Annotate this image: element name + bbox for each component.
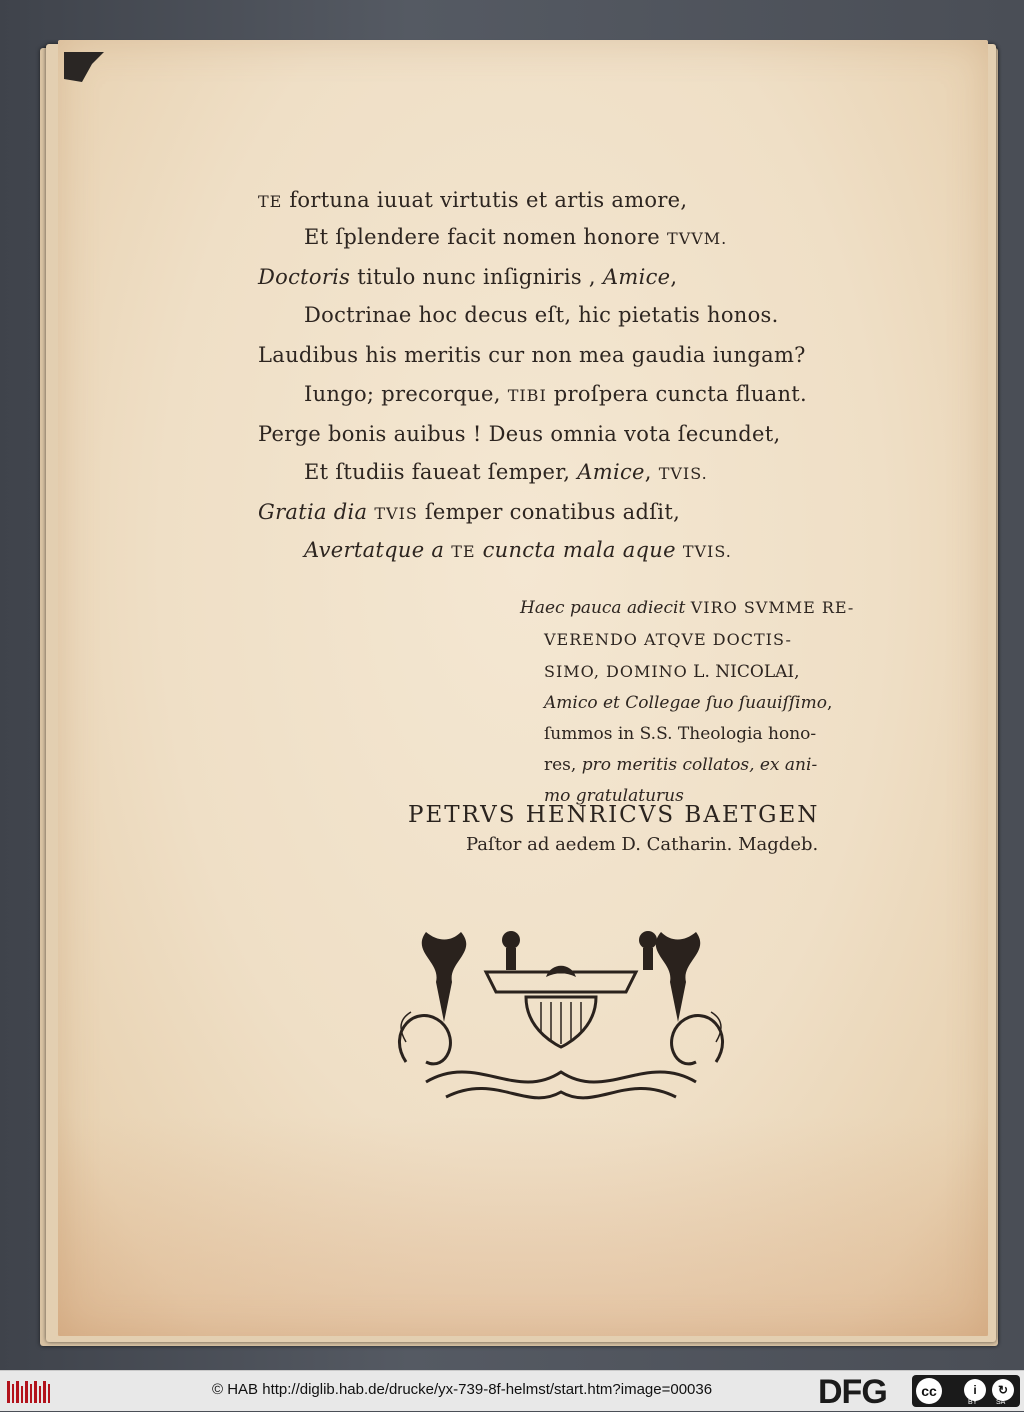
poem-text: TVIS (374, 504, 418, 523)
poem-line (258, 265, 677, 289)
attribution-icon: i (964, 1379, 986, 1401)
poem-text: TVIS. (658, 464, 708, 483)
dedication-line (520, 592, 890, 624)
dedication-text: Amico et Collegae ſuo ſuauiſſimo (544, 693, 827, 713)
poem-text: Laudibus his meritis cur non mea gaudia iungam? (258, 343, 806, 367)
cc-icon: cc (916, 1378, 942, 1404)
dedication (520, 592, 890, 812)
poem-line (258, 500, 680, 524)
poem-line (304, 382, 807, 406)
author-title: Paſtor ad aedem D. Catharin. Magdeb. (466, 834, 819, 855)
poem-text: , (644, 460, 659, 484)
poem-text: Gratia dia (258, 500, 368, 524)
dedication-text: mo gratulaturus (544, 786, 684, 806)
ornament-vignette (386, 922, 736, 1118)
dedication-text: SIMO, DOMINO (544, 662, 688, 681)
dfg-logo: DFG (818, 1373, 887, 1411)
poem-line (258, 188, 687, 212)
poem-text: fortuna iuuat virtutis et artis amore, (282, 188, 688, 212)
source-link[interactable]: © HAB http://diglib.hab.de/drucke/yx-739-8f-helmst/start.htm?image=00036 (212, 1381, 713, 1398)
dedication-line (520, 719, 890, 750)
dedication-text: L. NICOLAI, (687, 662, 800, 682)
by-label: BY (968, 1399, 978, 1406)
poem-text: Avertatque a (304, 538, 445, 562)
poem-text: TVVM. (667, 229, 728, 248)
dedication-text: , (826, 693, 833, 713)
sa-label: SA (996, 1399, 1006, 1406)
poem-text: Perge bonis auibus ! Deus omnia vota ſecundet, (258, 422, 781, 446)
poem-text: TE (451, 542, 476, 561)
poem-text: Et ſplendere facit nomen honore (304, 225, 668, 249)
poem-text: Iungo; precorque, (304, 382, 508, 406)
dedication-line (520, 624, 890, 656)
poem-text: TIBI (507, 386, 547, 405)
poem-text: Et ſtudiis faueat ſemper, (304, 460, 578, 484)
footer-bar (0, 1370, 1024, 1411)
poem-text: Amice (602, 265, 671, 289)
poem-line (304, 303, 779, 327)
author-name: PETRVS HENRICVS BAETGEN (408, 802, 820, 828)
dedication-line (520, 688, 890, 719)
poem-text: ſemper conatibus adſit, (417, 500, 681, 524)
cc-license-badge[interactable] (912, 1375, 1020, 1407)
dedication-text: pro meritis collatos, ex ani- (581, 755, 818, 775)
poem-text: Amice (577, 460, 645, 484)
dedication-text: ſummos in S.S. Theologia hono- (544, 724, 817, 744)
share-alike-icon: ↻ (992, 1379, 1014, 1401)
poem-text: , (670, 265, 678, 289)
poem-line (258, 422, 780, 446)
poem-text: titulo nunc inſigniris , (350, 265, 603, 289)
dedication-line (520, 750, 890, 781)
poem-text: Doctrinae hoc decus eſt, hic pietatis honos. (304, 303, 779, 327)
poem-line (304, 225, 727, 249)
dedication-line (520, 656, 890, 688)
poem-text: cuncta mala aque (482, 538, 676, 562)
poem-line (304, 538, 732, 562)
poem-text: TE (258, 192, 283, 211)
hab-barcode-logo (6, 1379, 52, 1405)
poem-text (476, 538, 483, 562)
poem-line (258, 343, 806, 367)
poem-line (304, 460, 708, 484)
dedication-text: VERENDO ATQVE DOCTIS- (544, 630, 792, 649)
dedication-text: Haec pauca adiecit (520, 598, 686, 618)
poem-text: proſpera cuncta fluant. (546, 382, 808, 406)
poem-text (676, 538, 683, 562)
poem-text: Doctoris (258, 265, 351, 289)
dedication-text: VIRO SVMME RE- (690, 598, 855, 617)
dedication-text: res, (544, 755, 582, 775)
poem-text: TVIS. (682, 542, 732, 561)
